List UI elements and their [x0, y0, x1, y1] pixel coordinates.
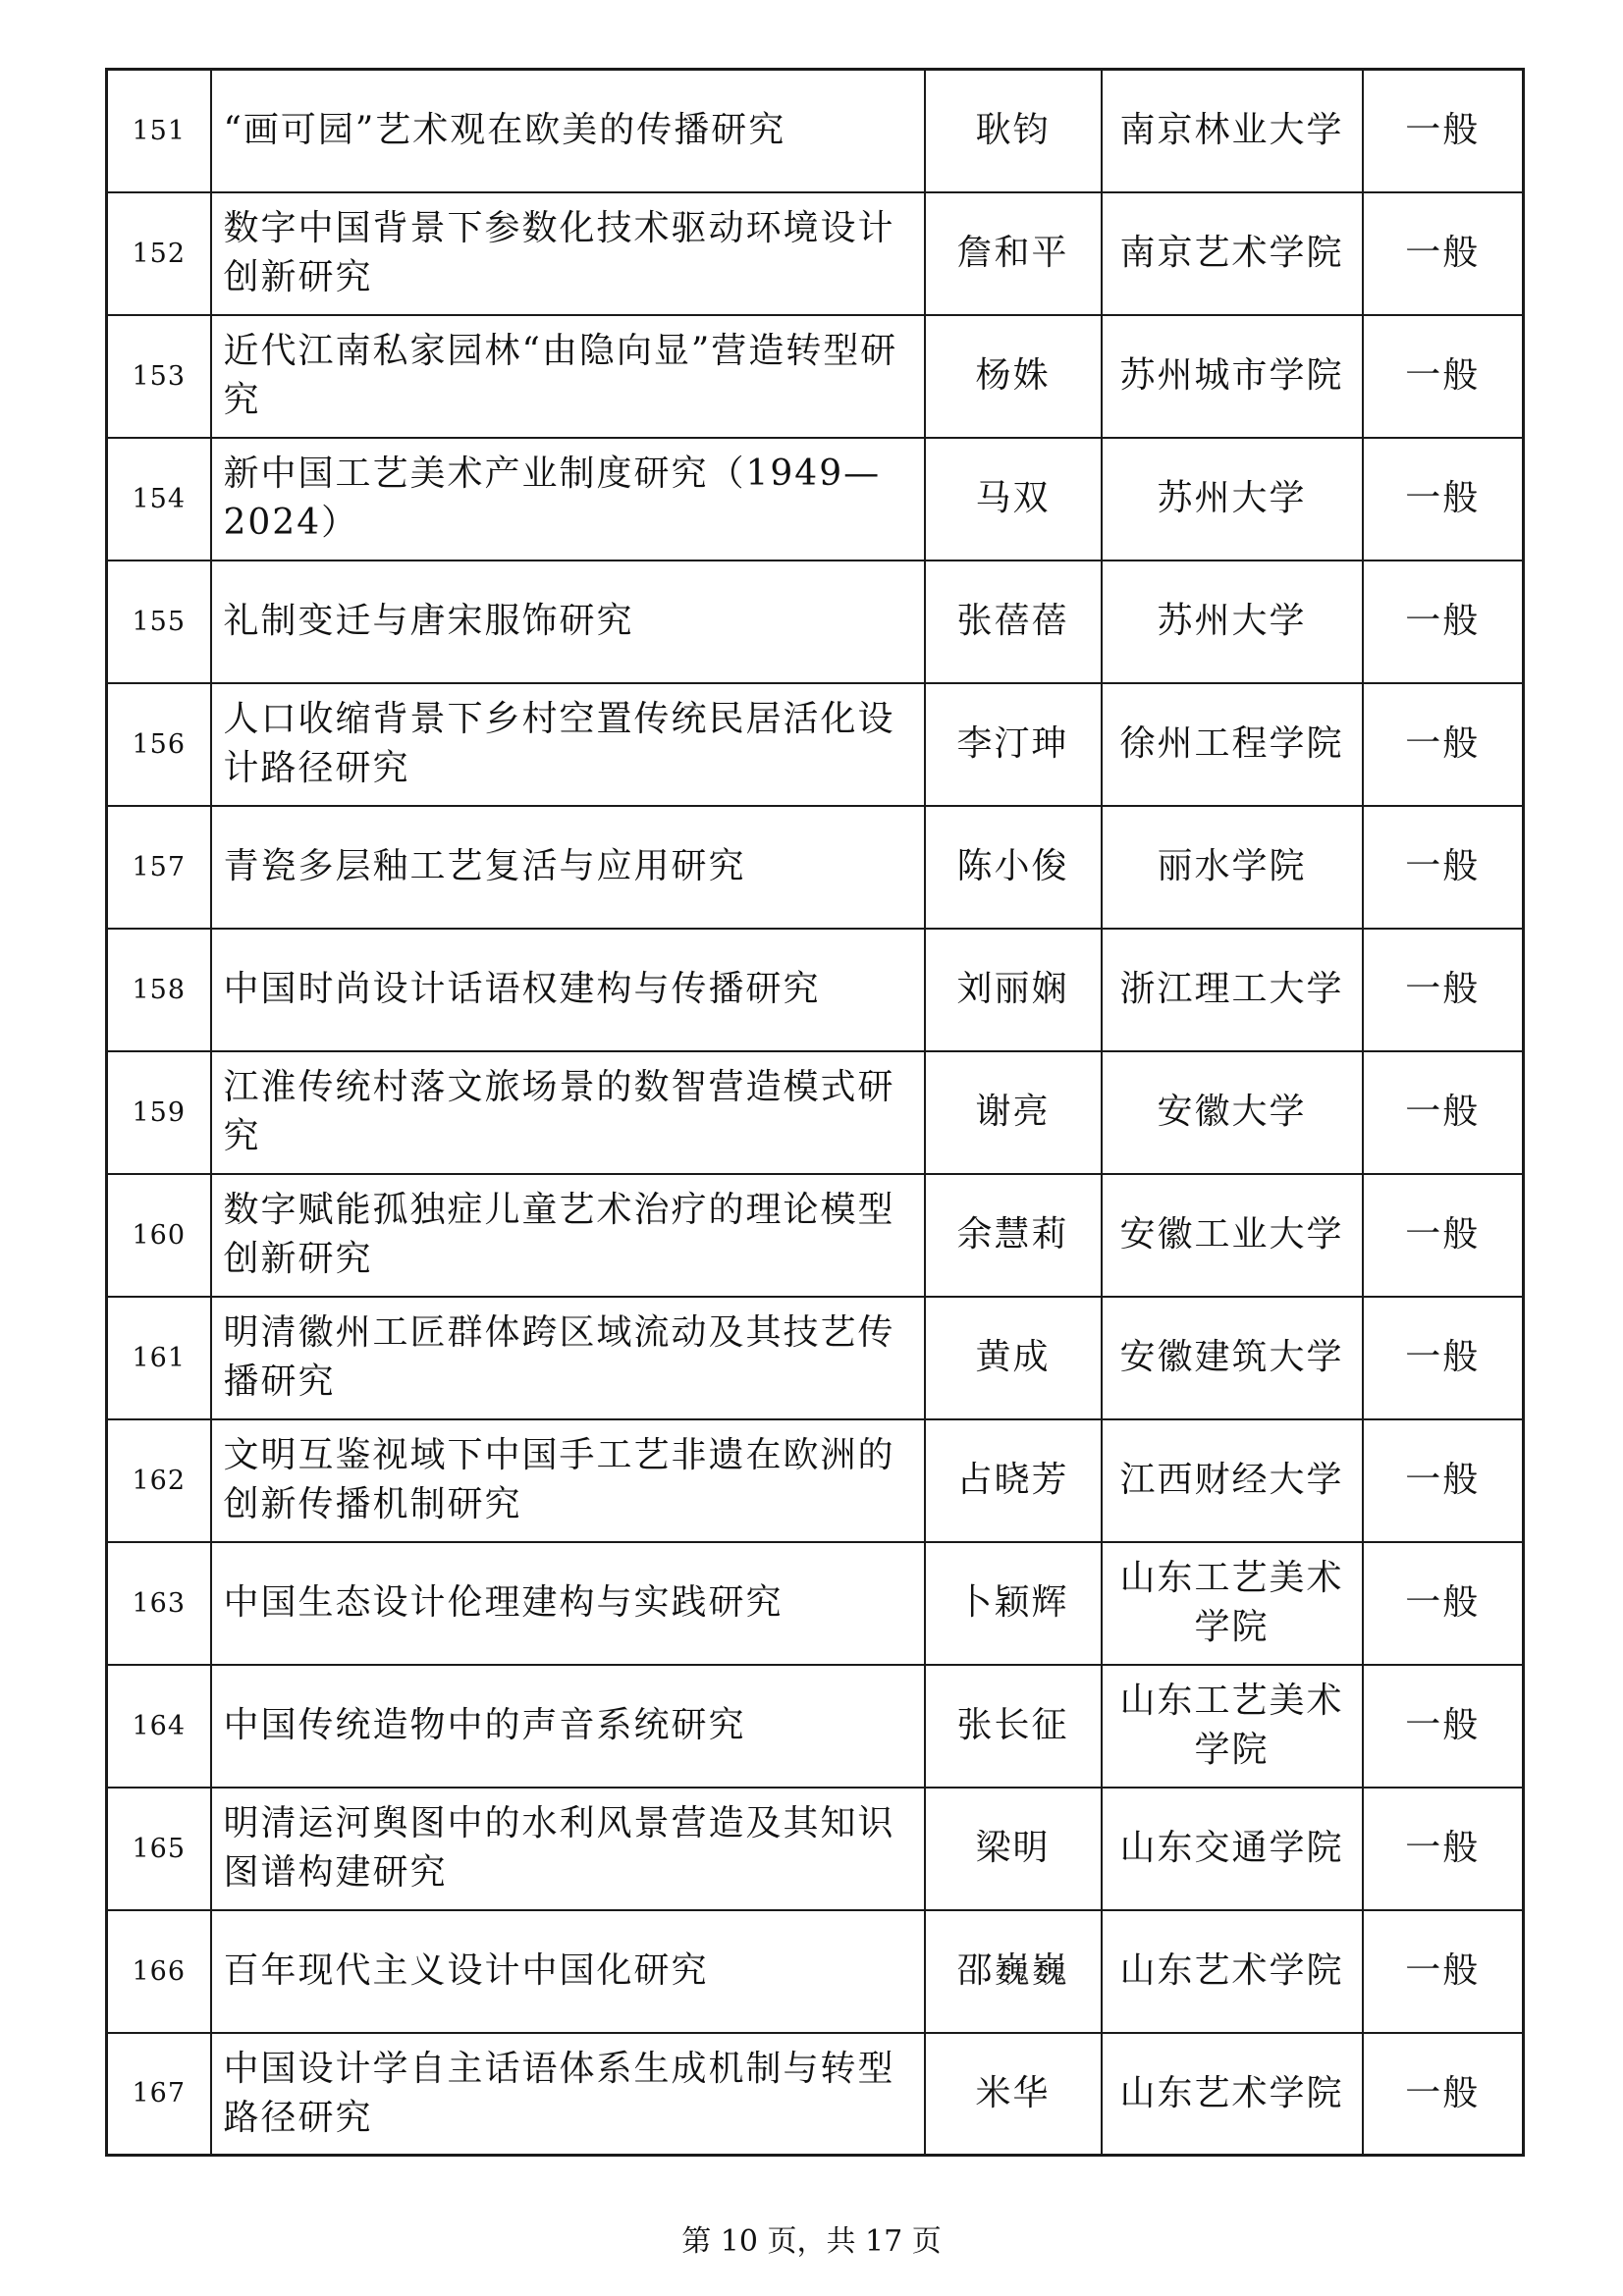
row-number: 156 [107, 683, 211, 806]
principal-investigator: 谢亮 [925, 1051, 1102, 1174]
row-number: 158 [107, 929, 211, 1051]
principal-investigator: 卜颖辉 [925, 1542, 1102, 1665]
project-title: 文明互鉴视域下中国手工艺非遗在欧洲的创新传播机制研究 [211, 1419, 925, 1542]
table-row [107, 192, 1524, 315]
table-row [107, 1419, 1524, 1542]
project-title: 近代江南私家园林“由隐向显”营造转型研究 [211, 315, 925, 438]
work-unit: 徐州工程学院 [1102, 683, 1363, 806]
table-row [107, 1665, 1524, 1788]
principal-investigator: 邵巍巍 [925, 1910, 1102, 2033]
work-unit: 山东艺术学院 [1102, 1910, 1363, 2033]
principal-investigator: 占晓芳 [925, 1419, 1102, 1542]
project-category: 一般 [1363, 192, 1524, 315]
row-number: 163 [107, 1542, 211, 1665]
principal-investigator: 刘丽娴 [925, 929, 1102, 1051]
work-unit: 安徽大学 [1102, 1051, 1363, 1174]
principal-investigator: 余慧莉 [925, 1174, 1102, 1297]
table-row [107, 1297, 1524, 1419]
project-category: 一般 [1363, 806, 1524, 929]
project-category: 一般 [1363, 438, 1524, 561]
work-unit: 苏州大学 [1102, 561, 1363, 683]
project-category: 一般 [1363, 1297, 1524, 1419]
project-category: 一般 [1363, 315, 1524, 438]
row-number: 154 [107, 438, 211, 561]
project-title: 礼制变迁与唐宋服饰研究 [211, 561, 925, 683]
project-title: 明清运河舆图中的水利风景营造及其知识图谱构建研究 [211, 1788, 925, 1910]
work-unit: 安徽工业大学 [1102, 1174, 1363, 1297]
row-number: 167 [107, 2033, 211, 2156]
table-row [107, 438, 1524, 561]
project-category: 一般 [1363, 1665, 1524, 1788]
page-footer: 第 10 页，共 17 页 [681, 2224, 942, 2259]
principal-investigator: 黄成 [925, 1297, 1102, 1419]
work-unit: 江西财经大学 [1102, 1419, 1363, 1542]
work-unit: 山东工艺美术学院 [1102, 1665, 1363, 1788]
row-number: 151 [107, 70, 211, 192]
project-title: 中国设计学自主话语体系生成机制与转型路径研究 [211, 2033, 925, 2156]
work-unit: 山东艺术学院 [1102, 2033, 1363, 2156]
project-category: 一般 [1363, 70, 1524, 192]
row-number: 164 [107, 1665, 211, 1788]
project-title: 江淮传统村落文旅场景的数智营造模式研究 [211, 1051, 925, 1174]
row-number: 162 [107, 1419, 211, 1542]
row-number: 157 [107, 806, 211, 929]
row-number: 160 [107, 1174, 211, 1297]
row-number: 153 [107, 315, 211, 438]
project-title: 青瓷多层釉工艺复活与应用研究 [211, 806, 925, 929]
table-row [107, 1542, 1524, 1665]
project-category: 一般 [1363, 1051, 1524, 1174]
project-category: 一般 [1363, 929, 1524, 1051]
principal-investigator: 马双 [925, 438, 1102, 561]
table-row [107, 1788, 1524, 1910]
row-number: 161 [107, 1297, 211, 1419]
project-category: 一般 [1363, 1788, 1524, 1910]
project-title: “画可园”艺术观在欧美的传播研究 [211, 70, 925, 192]
table-row [107, 70, 1524, 192]
table-row [107, 561, 1524, 683]
principal-investigator: 米华 [925, 2033, 1102, 2156]
principal-investigator: 耿钧 [925, 70, 1102, 192]
project-category: 一般 [1363, 1419, 1524, 1542]
work-unit: 丽水学院 [1102, 806, 1363, 929]
project-title: 中国时尚设计话语权建构与传播研究 [211, 929, 925, 1051]
project-title: 新中国工艺美术产业制度研究（1949—2024） [211, 438, 925, 561]
project-title: 明清徽州工匠群体跨区域流动及其技艺传播研究 [211, 1297, 925, 1419]
row-number: 166 [107, 1910, 211, 2033]
principal-investigator: 梁明 [925, 1788, 1102, 1910]
principal-investigator: 张长征 [925, 1665, 1102, 1788]
table-row [107, 1051, 1524, 1174]
principal-investigator: 李汀珅 [925, 683, 1102, 806]
row-number: 152 [107, 192, 211, 315]
project-category: 一般 [1363, 683, 1524, 806]
principal-investigator: 陈小俊 [925, 806, 1102, 929]
project-title: 中国传统造物中的声音系统研究 [211, 1665, 925, 1788]
project-title: 百年现代主义设计中国化研究 [211, 1910, 925, 2033]
principal-investigator: 杨姝 [925, 315, 1102, 438]
table-row [107, 683, 1524, 806]
table-row [107, 315, 1524, 438]
row-number: 165 [107, 1788, 211, 1910]
table-row [107, 1910, 1524, 2033]
table-row [107, 806, 1524, 929]
table-row [107, 2033, 1524, 2156]
work-unit: 山东交通学院 [1102, 1788, 1363, 1910]
work-unit: 安徽建筑大学 [1102, 1297, 1363, 1419]
project-category: 一般 [1363, 1542, 1524, 1665]
principal-investigator: 詹和平 [925, 192, 1102, 315]
project-title: 数字赋能孤独症儿童艺术治疗的理论模型创新研究 [211, 1174, 925, 1297]
project-list-table [105, 68, 1525, 2157]
row-number: 159 [107, 1051, 211, 1174]
principal-investigator: 张蓓蓓 [925, 561, 1102, 683]
work-unit: 南京艺术学院 [1102, 192, 1363, 315]
row-number: 155 [107, 561, 211, 683]
project-category: 一般 [1363, 561, 1524, 683]
work-unit: 苏州大学 [1102, 438, 1363, 561]
table-row [107, 1174, 1524, 1297]
work-unit: 南京林业大学 [1102, 70, 1363, 192]
project-category: 一般 [1363, 2033, 1524, 2156]
work-unit: 浙江理工大学 [1102, 929, 1363, 1051]
work-unit: 山东工艺美术学院 [1102, 1542, 1363, 1665]
project-title: 中国生态设计伦理建构与实践研究 [211, 1542, 925, 1665]
table-row [107, 929, 1524, 1051]
project-title: 数字中国背景下参数化技术驱动环境设计创新研究 [211, 192, 925, 315]
project-title: 人口收缩背景下乡村空置传统民居活化设计路径研究 [211, 683, 925, 806]
work-unit: 苏州城市学院 [1102, 315, 1363, 438]
project-category: 一般 [1363, 1174, 1524, 1297]
project-category: 一般 [1363, 1910, 1524, 2033]
